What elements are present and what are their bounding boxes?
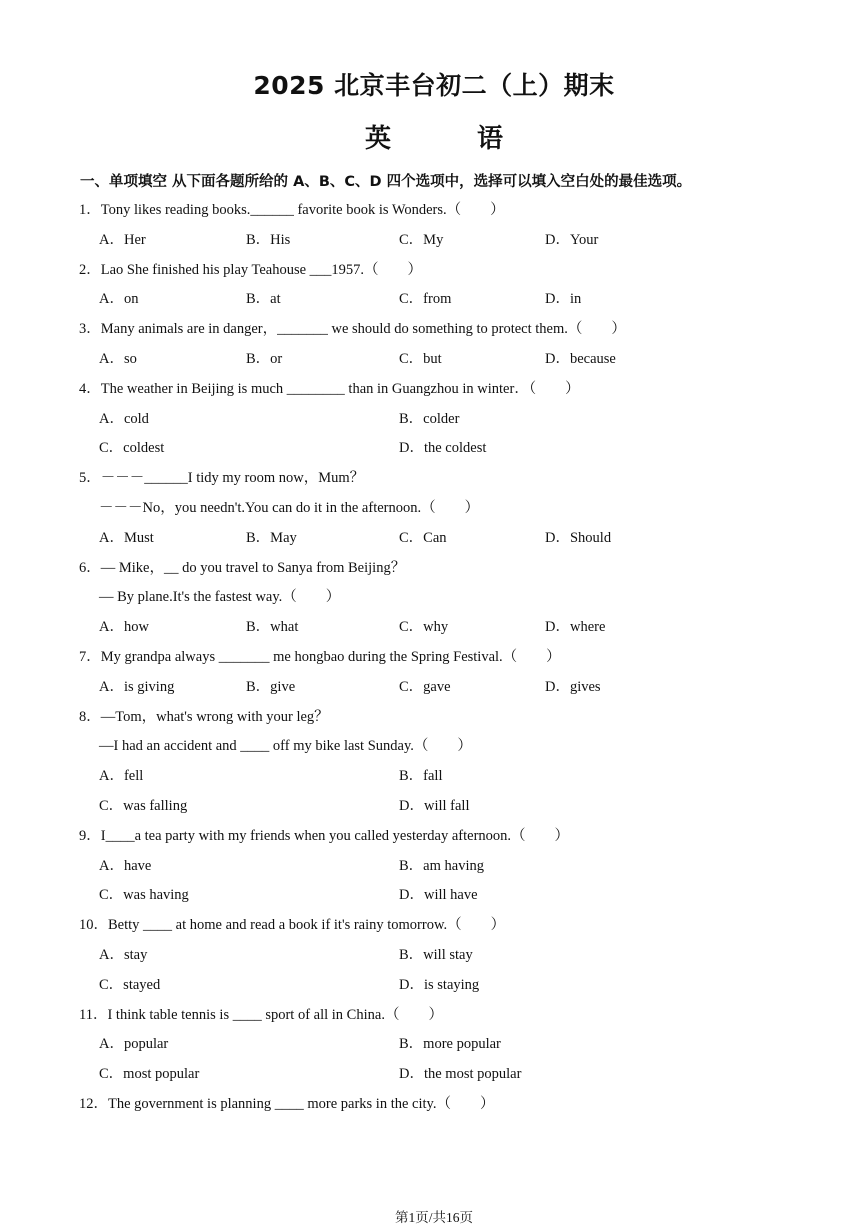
options-row bbox=[79, 673, 839, 703]
options-row bbox=[79, 1030, 839, 1060]
option-d: D．in bbox=[545, 291, 582, 308]
option-c: C．was falling bbox=[99, 797, 188, 814]
option-d: D．the coldest bbox=[399, 440, 487, 457]
question-10 bbox=[79, 911, 839, 1000]
option-c: C．coldest bbox=[99, 440, 165, 457]
option-b: B．fall bbox=[399, 768, 443, 785]
question-12 bbox=[79, 1090, 839, 1120]
option-d: D．gives bbox=[545, 678, 601, 695]
option-a: A．on bbox=[99, 291, 139, 308]
options-row bbox=[79, 1060, 839, 1090]
question-text: 11．I think table tennis is ____ sport of all in China.（ ） bbox=[79, 1006, 443, 1023]
options-row bbox=[79, 285, 839, 315]
option-d: D．where bbox=[545, 619, 606, 636]
question-6 bbox=[79, 554, 839, 643]
option-c: C．Can bbox=[399, 529, 447, 546]
question-5 bbox=[79, 464, 839, 553]
options-row bbox=[79, 881, 839, 911]
options-row bbox=[79, 405, 839, 435]
option-b: B．May bbox=[246, 529, 297, 546]
question-text: 1．Tony likes reading books.______ favorite book is Wonders.（ ） bbox=[79, 202, 505, 218]
question-text: 6．— Mike，__ do you travel to Sanya from Beijing？ bbox=[79, 559, 406, 576]
option-a: A．have bbox=[99, 857, 152, 874]
option-b: B．His bbox=[246, 231, 291, 248]
option-a: A．so bbox=[99, 350, 137, 367]
option-b: B．what bbox=[246, 619, 299, 636]
option-c: C．stayed bbox=[99, 976, 161, 993]
question-text: 10．Betty ____ at home and read a book if it's rainy tomorrow.（ ） bbox=[79, 917, 506, 934]
page-number: 第1页/共16页 bbox=[394, 1210, 473, 1225]
option-d: D．Your bbox=[545, 231, 599, 248]
option-a: A．popular bbox=[99, 1036, 169, 1053]
options-row bbox=[79, 345, 839, 375]
option-c: C．from bbox=[399, 291, 452, 308]
option-c: C．My bbox=[399, 231, 444, 248]
option-b: B．colder bbox=[399, 410, 460, 427]
option-d: D．because bbox=[545, 350, 616, 367]
question-text: 9．I____a tea party with my friends when you called yesterday afternoon.（ ） bbox=[79, 827, 570, 844]
question-text: 8．—Tom，what's wrong with your leg？ bbox=[79, 708, 329, 725]
question-text: 5．－－－______I tidy my room now，Mum？ bbox=[79, 470, 365, 487]
option-d: D．the most popular bbox=[399, 1066, 522, 1083]
question-text: 3．Many animals are in danger，_______ we should do something to protect them.（ ） bbox=[79, 321, 626, 338]
question-2 bbox=[79, 256, 839, 316]
question-text: 12．The government is planning ____ more parks in the city.（ ） bbox=[79, 1095, 495, 1112]
question-7 bbox=[79, 643, 839, 703]
options-row bbox=[79, 434, 839, 464]
options-row bbox=[79, 613, 839, 643]
option-a: A．Must bbox=[99, 529, 154, 546]
option-b: B．am having bbox=[399, 857, 484, 874]
question-text: —I had an accident and ____ off my bike last Sunday.（ ） bbox=[99, 738, 472, 755]
option-d: D．is staying bbox=[399, 976, 480, 993]
question-9 bbox=[79, 822, 839, 911]
option-a: A．is giving bbox=[99, 678, 175, 695]
option-a: A．cold bbox=[99, 410, 149, 427]
option-b: B．give bbox=[246, 678, 296, 695]
option-a: A．stay bbox=[99, 946, 148, 963]
options-row bbox=[79, 762, 839, 792]
option-b: B．will stay bbox=[399, 946, 473, 963]
option-b: B．at bbox=[246, 291, 281, 308]
option-d: D．Should bbox=[545, 529, 612, 546]
question-text: — By plane.It's the fastest way.（ ） bbox=[99, 589, 341, 606]
option-a: A．how bbox=[99, 619, 149, 636]
question-11 bbox=[79, 1001, 839, 1090]
options-row bbox=[79, 792, 839, 822]
option-b: B．more popular bbox=[399, 1036, 501, 1053]
option-c: C．most popular bbox=[99, 1066, 200, 1083]
question-text: 4．The weather in Beijing is much ________ than in Guangzhou in winter．（ ） bbox=[79, 380, 580, 397]
question-8 bbox=[79, 703, 839, 822]
option-d: D．will fall bbox=[399, 797, 470, 814]
option-a: A．Her bbox=[99, 231, 146, 248]
options-row bbox=[79, 524, 839, 554]
question-text: 2．Lao She finished his play Teahouse ___1957.（ ） bbox=[79, 261, 423, 278]
options-row bbox=[79, 226, 839, 256]
option-c: C．but bbox=[399, 350, 442, 367]
subject-title: 英 语 bbox=[364, 124, 533, 154]
question-4 bbox=[79, 375, 839, 464]
option-b: B．or bbox=[246, 350, 283, 367]
option-d: D．will have bbox=[399, 887, 478, 904]
section-heading: 一、单项填空 从下面各题所给的 A、B、C、D 四个选项中，选择可以填入空白处的最佳选项。 bbox=[80, 174, 692, 190]
exam-title: 2025 北京丰台初二（上）期末 bbox=[253, 71, 615, 100]
question-text: －－－No，you needn't.You can do it in the afternoon.（ ） bbox=[99, 499, 480, 516]
options-row bbox=[79, 941, 839, 971]
option-c: C．was having bbox=[99, 887, 189, 904]
option-a: A．fell bbox=[99, 768, 144, 785]
question-3 bbox=[79, 315, 839, 375]
options-row bbox=[79, 971, 839, 1001]
options-row bbox=[79, 852, 839, 882]
question-list bbox=[79, 196, 839, 1120]
question-1 bbox=[79, 196, 839, 256]
option-c: C．gave bbox=[399, 678, 451, 695]
question-text: 7．My grandpa always _______ me hongbao during the Spring Festival.（ ） bbox=[79, 648, 561, 665]
option-c: C．why bbox=[399, 619, 449, 636]
